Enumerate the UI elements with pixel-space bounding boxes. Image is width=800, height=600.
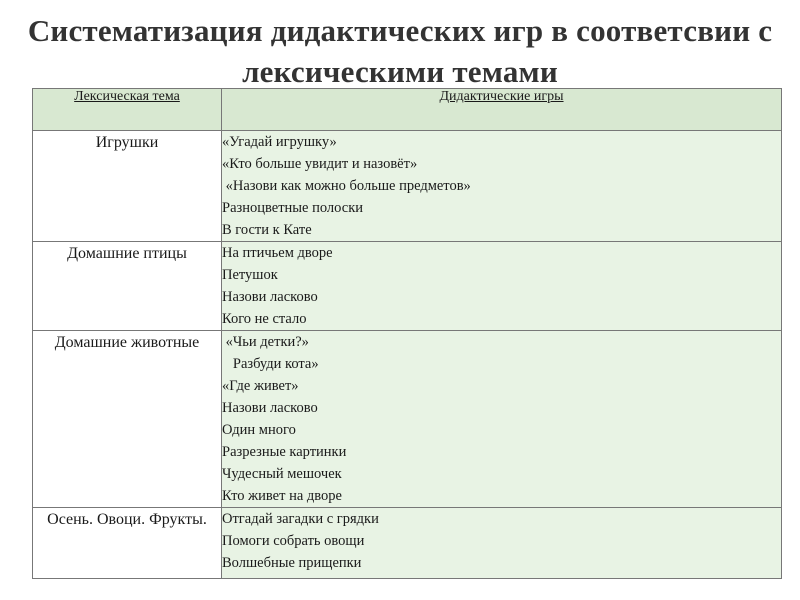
game-item: Кого не стало <box>222 311 307 327</box>
table-row <box>33 131 782 242</box>
game-item: Волшебные прищепки <box>222 555 362 571</box>
game-item: Один много <box>222 422 296 438</box>
topic-cell: Домашние птицы <box>33 242 222 331</box>
game-item: На птичьем дворе <box>222 245 333 261</box>
game-item: В гости к Кате <box>222 222 312 238</box>
games-table <box>32 88 782 579</box>
topic-cell: Осень. Овоци. Фрукты. <box>33 508 222 579</box>
header-games: Дидактические игры <box>222 89 782 131</box>
game-item: «Кто больше увидит и назовёт» <box>222 156 418 172</box>
page-title: Систематизация дидактических игр в соответсвии с лексическими темами <box>27 13 773 89</box>
table-row <box>33 331 782 508</box>
topic-cell: Домашние животные <box>33 331 222 508</box>
header-topic: Лексическая тема <box>33 89 222 131</box>
table-header-row <box>33 89 782 131</box>
games-cell <box>222 131 782 242</box>
game-item: Разрезные картинки <box>222 444 347 460</box>
game-item: Разбуди кота» <box>222 356 319 372</box>
topic-cell: Игрушки <box>33 131 222 242</box>
table-row <box>33 508 782 579</box>
game-item: Назови ласково <box>222 289 318 305</box>
game-item: «Угадай игрушку» <box>222 134 337 150</box>
game-item: «Где живет» <box>222 378 299 394</box>
games-cell <box>222 242 782 331</box>
game-item: «Назови как можно больше предметов» <box>222 178 471 194</box>
games-cell <box>222 508 782 579</box>
game-item: Кто живет на дворе <box>222 488 342 504</box>
table-row <box>33 242 782 331</box>
game-item: Помоги собрать овощи <box>222 533 365 549</box>
games-cell <box>222 331 782 508</box>
game-item: Разноцветные полоски <box>222 200 363 216</box>
game-item: Петушок <box>222 267 278 283</box>
game-item: Отгадай загадки с грядки <box>222 511 379 527</box>
game-item: Назови ласково <box>222 400 318 416</box>
game-item: «Чьи детки?» <box>222 334 309 350</box>
game-item: Чудесный мешочек <box>222 466 342 482</box>
